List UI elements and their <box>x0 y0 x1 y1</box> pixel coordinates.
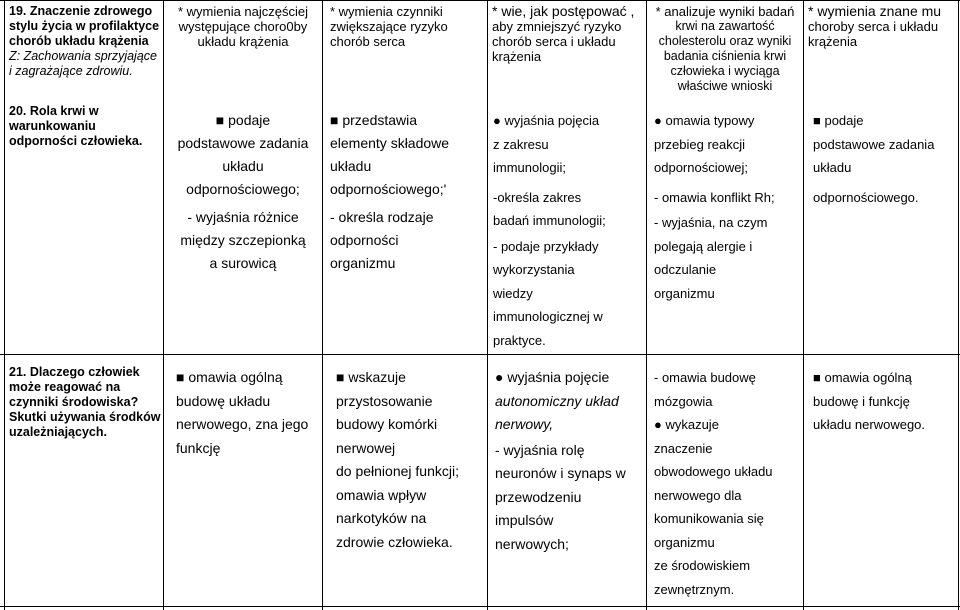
column-divider <box>487 0 488 610</box>
text-line: stylu życia w profilaktyce <box>9 19 160 33</box>
text-line: odpornościowego; <box>186 181 300 197</box>
c6-body <box>813 109 959 209</box>
text-line: praktyce. <box>493 332 546 348</box>
topic-19-note <box>9 49 161 79</box>
text-line: nerwowej <box>336 439 396 456</box>
text-line: odpornościowego. <box>813 189 919 205</box>
r2-c4 <box>495 366 645 556</box>
text-line: neuronów i synaps w <box>495 465 626 481</box>
text-line: a surowicą <box>209 255 277 271</box>
c4-body <box>493 109 647 352</box>
text-line: nerwowych; <box>495 535 569 552</box>
text-line: 20. Rola krwi w <box>9 104 99 118</box>
text-line: krążenia <box>808 34 858 49</box>
text-line: badania ciśnienia krwi <box>663 49 787 63</box>
text-line: immunologicznej w <box>493 309 603 324</box>
text-line: odpornościowego;' <box>330 181 447 197</box>
text-line: układu <box>222 158 264 174</box>
text-line: ■ podaje <box>813 113 864 128</box>
text-line: choroby serca i układu <box>808 19 939 34</box>
text-line: badań immunologii; <box>493 213 606 228</box>
r2-c2 <box>176 366 322 460</box>
topic-19-title <box>9 4 161 49</box>
text-line: komunikowania się <box>654 511 764 526</box>
c3-body-2 <box>330 206 486 275</box>
text-line: układu <box>813 160 852 175</box>
text-line: układu nerwowego. <box>813 417 926 432</box>
text-line: ● wyjaśnia pojęcia <box>493 113 600 128</box>
text-line: z zakresu <box>493 136 549 152</box>
text-line: nerwowego dla <box>654 487 742 503</box>
text-line: ze środowiskiem <box>654 558 751 573</box>
text-line: * wymienia najczęściej <box>177 4 309 19</box>
text-line: ● omawia typowy <box>654 113 755 128</box>
text-line: - określa rodzaje <box>330 209 434 225</box>
text-line: chorób serca <box>330 34 406 49</box>
text-line: budowy komórki <box>336 416 438 432</box>
text-line: między szczepionką <box>180 232 306 248</box>
table-border-left <box>4 0 5 610</box>
text-line: nerwowy, <box>495 416 554 432</box>
text-line: zwiększające ryzyko <box>330 19 448 34</box>
text-line: przystosowanie <box>336 392 433 409</box>
text-line: ■ wskazuje <box>336 369 406 385</box>
text-line: - omawia budowę <box>654 370 756 385</box>
text-line: wiedzy <box>493 285 533 301</box>
text-line: - wyjaśnia, na czym <box>654 215 768 230</box>
text-line: elementy składowe <box>330 135 450 151</box>
r2-c3 <box>336 366 486 554</box>
c6-requirement <box>808 4 958 49</box>
text-line: chorób serca i układu <box>492 34 616 49</box>
text-line: -określa zakres <box>493 189 582 205</box>
text-line: wykorzystania <box>493 262 575 277</box>
text-line: - wyjaśnia rolę <box>495 441 585 458</box>
text-line: organizmu <box>654 534 715 550</box>
text-line: 19. Znaczenie zdrowego <box>9 4 153 18</box>
text-line: odporności <box>330 232 399 248</box>
c2-body-2 <box>164 206 322 275</box>
text-line: przebieg reakcji <box>654 136 746 152</box>
text-line: występujące choro0by <box>178 19 308 34</box>
text-line: * analizuje wyniki badań <box>655 4 795 19</box>
text-line: ● wyjaśnia pojęcie <box>495 369 610 385</box>
text-line: odporności człowieka. <box>9 134 143 148</box>
text-line: do pełnionej funkcji; <box>336 463 459 479</box>
c5-requirement <box>647 4 803 94</box>
text-line: Z: Zachowania sprzyjające <box>9 49 157 63</box>
text-line: ■ podaje <box>215 112 271 128</box>
column-divider <box>322 0 323 610</box>
text-line: cholesterolu oraz wyniki <box>658 34 792 48</box>
text-line: ■ przedstawia <box>330 112 418 128</box>
text-line: zewnętrznym. <box>654 581 735 597</box>
text-line: budowę i funkcję <box>813 393 910 409</box>
c2-requirement-basic <box>164 4 322 49</box>
text-line: znaczenie <box>654 440 713 456</box>
table-border-bottom <box>0 606 960 607</box>
text-line: czynniki środowiska? <box>9 395 139 409</box>
text-line: * wymienia czynniki <box>330 4 443 19</box>
text-line: i zagrażające zdrowiu. <box>9 64 133 78</box>
text-line: narkotyków na <box>336 510 427 526</box>
text-line: organizmu <box>330 255 396 271</box>
text-line: warunkowaniu <box>9 119 96 133</box>
text-line: omawia wpływ <box>336 486 427 503</box>
topic-21-title <box>9 365 161 440</box>
column-divider <box>803 0 804 610</box>
text-line: organizmu <box>654 285 715 301</box>
text-line: impulsów <box>495 512 554 528</box>
text-line: immunologii; <box>493 160 566 175</box>
text-line: właściwe wnioski <box>677 79 773 93</box>
text-line: funkcję <box>176 439 221 456</box>
c2-body <box>164 109 322 201</box>
c5-body <box>654 109 802 305</box>
text-line: polegają alergie i <box>654 238 753 254</box>
text-line: układu <box>330 158 372 174</box>
text-line: budowę układu <box>176 392 271 409</box>
text-line: - podaje przykłady <box>493 238 599 254</box>
c3-requirement <box>330 4 486 49</box>
text-line: układu krążenia <box>197 34 289 49</box>
text-line: podstawowe zadania <box>813 136 935 152</box>
row-divider <box>0 354 960 355</box>
c4-requirement <box>492 4 646 64</box>
text-line: zdrowie człowieka. <box>336 533 453 550</box>
text-line: Skutki używania środków <box>9 410 161 424</box>
r2-c5 <box>654 366 802 601</box>
table-border-right <box>958 0 959 610</box>
column-divider <box>163 0 164 610</box>
text-line: ● wykazuje <box>654 417 719 432</box>
topic-20-title <box>9 104 161 149</box>
text-line: przewodzeniu <box>495 488 582 505</box>
text-line: obwodowego układu <box>654 464 773 479</box>
text-line: - omawia konflikt Rh; <box>654 189 775 205</box>
text-line: uzależniających. <box>9 425 107 439</box>
text-line: aby zmniejszyć ryzyko <box>492 19 622 34</box>
text-line: ■ omawia ogólną <box>176 369 283 385</box>
text-line: autonomiczny układ <box>495 392 619 409</box>
text-line: podstawowe zadania <box>177 135 309 151</box>
text-line: krwi na zawartość <box>675 19 775 33</box>
text-line: chorób układu krążenia <box>9 34 149 48</box>
c3-body <box>330 109 486 201</box>
r2-c6 <box>813 366 959 437</box>
text-line: mózgowia <box>654 393 713 409</box>
text-line: odpornościowej; <box>654 160 748 175</box>
text-line: krążenia <box>492 49 542 64</box>
table-border-top <box>0 0 960 1</box>
text-line: * wie, jak postępować , <box>492 3 635 19</box>
text-line: - wyjaśnia różnice <box>187 209 299 225</box>
text-line: ■ omawia ogólną <box>813 370 912 385</box>
text-line: nerwowego, zna jego <box>176 416 309 432</box>
text-line: odczulanie <box>654 262 717 277</box>
text-line: człowieka i wyciąga <box>670 64 780 78</box>
text-line: 21. Dlaczego człowiek <box>9 365 140 379</box>
text-line: * wymienia znane mu <box>808 3 942 19</box>
text-line: może reagować na <box>9 380 121 394</box>
